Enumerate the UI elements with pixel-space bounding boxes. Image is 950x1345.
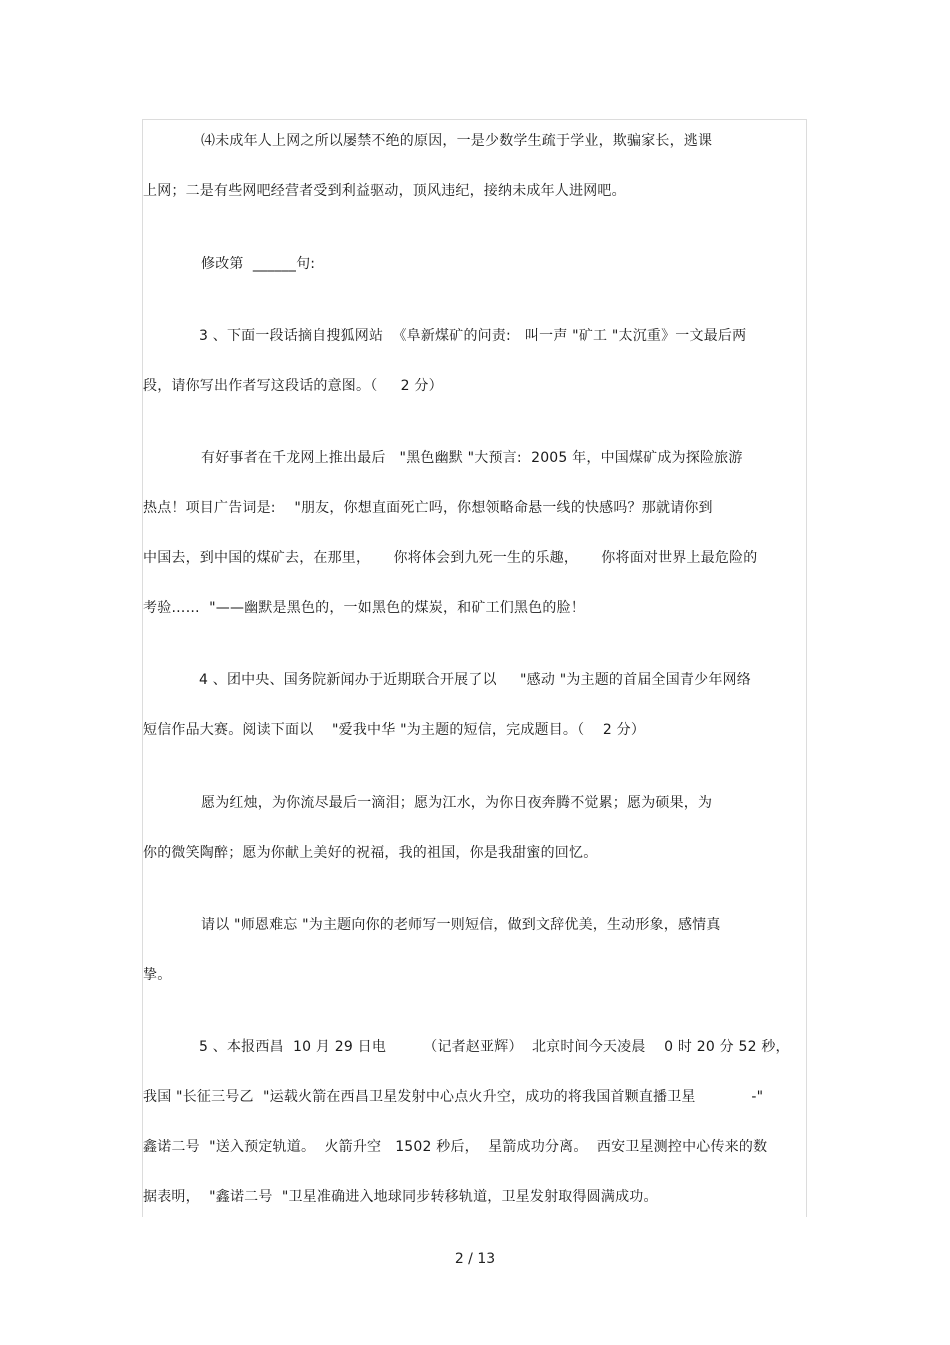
question-4-line-2: 短信作品大赛。阅读下面以 "爱我中华 "为主题的短信，完成题目。（ 2 分）	[143, 722, 646, 738]
question-4-line-1: 4 、团中央、国务院新闻办于近期联合开展了以 "感动 "为主题的首届全国青少年网络	[199, 672, 751, 688]
q3-passage-line-4: 考验…… "——幽默是黑色的，一如黑色的煤炭，和矿工们黑色的脸！	[143, 600, 585, 616]
q4-task-line-1: 请以 "师恩难忘 "为主题向你的老师写一则短信，做到文辞优美，生动形象，感情真	[201, 917, 721, 933]
question-5-line-4: 据表明， "鑫诺二号 "卫星准确进入地球同步转移轨道，卫星发射取得圆满成功。	[143, 1189, 658, 1205]
item4-note-line-2: 上网；二是有些网吧经营者受到利益驱动，顶风违纪，接纳未成年人进网吧。	[143, 183, 626, 199]
q3-passage-line-1: 有好事者在千龙网上推出最后 "黑色幽默 "大预言: 2005 年，中国煤矿成为探险旅游	[201, 450, 743, 466]
item4-note-line-1: ⑷未成年人上网之所以屡禁不绝的原因，一是少数学生疏于学业，欺骗家长，逃课	[201, 133, 713, 149]
q4-sms-line-2: 你的微笑陶醉；愿为你献上美好的祝福，我的祖国，你是我甜蜜的回忆。	[143, 845, 598, 861]
question-3-line-1: 3 、下面一段话摘自搜狐网站 《阜新煤矿的问责: 叫一声 "矿工 "太沉重》一文最后两	[199, 328, 747, 344]
q3-passage-line-3: 中国去，到中国的煤矿去，在那里， 你将体会到九死一生的乐趣， 你将面对世界上最危险的	[143, 550, 758, 566]
page-number: 2 / 13	[454, 1251, 496, 1267]
question-5-line-2: 我国 "长征三号乙 "运载火箭在西昌卫星发射中心点火升空，成功的将我国首颗直播卫星 -"	[143, 1089, 764, 1105]
q3-passage-line-2: 热点！项目广告词是: "朋友，你想直面死亡吗，你想领略命悬一线的快感吗？那就请你到	[143, 500, 713, 516]
revise-prompt: 修改第 ______句:	[201, 256, 316, 272]
question-5-line-1: 5 、本报西昌 10 月 29 日电 （记者赵亚辉） 北京时间今天凌晨 0 时 20 分 52 秒，	[199, 1039, 790, 1055]
q4-task-line-2: 挚。	[143, 967, 172, 983]
q4-sms-line-1: 愿为红烛，为你流尽最后一滴泪；愿为江水，为你日夜奔腾不觉累；愿为硕果，为	[201, 795, 713, 811]
question-3-line-2: 段，请你写出作者写这段话的意图。（ 2 分）	[143, 378, 443, 394]
question-5-line-3: 鑫诺二号 "送入预定轨道。 火箭升空 1502 秒后， 星箭成功分离。 西安卫星测控中心传来的数	[143, 1139, 768, 1155]
